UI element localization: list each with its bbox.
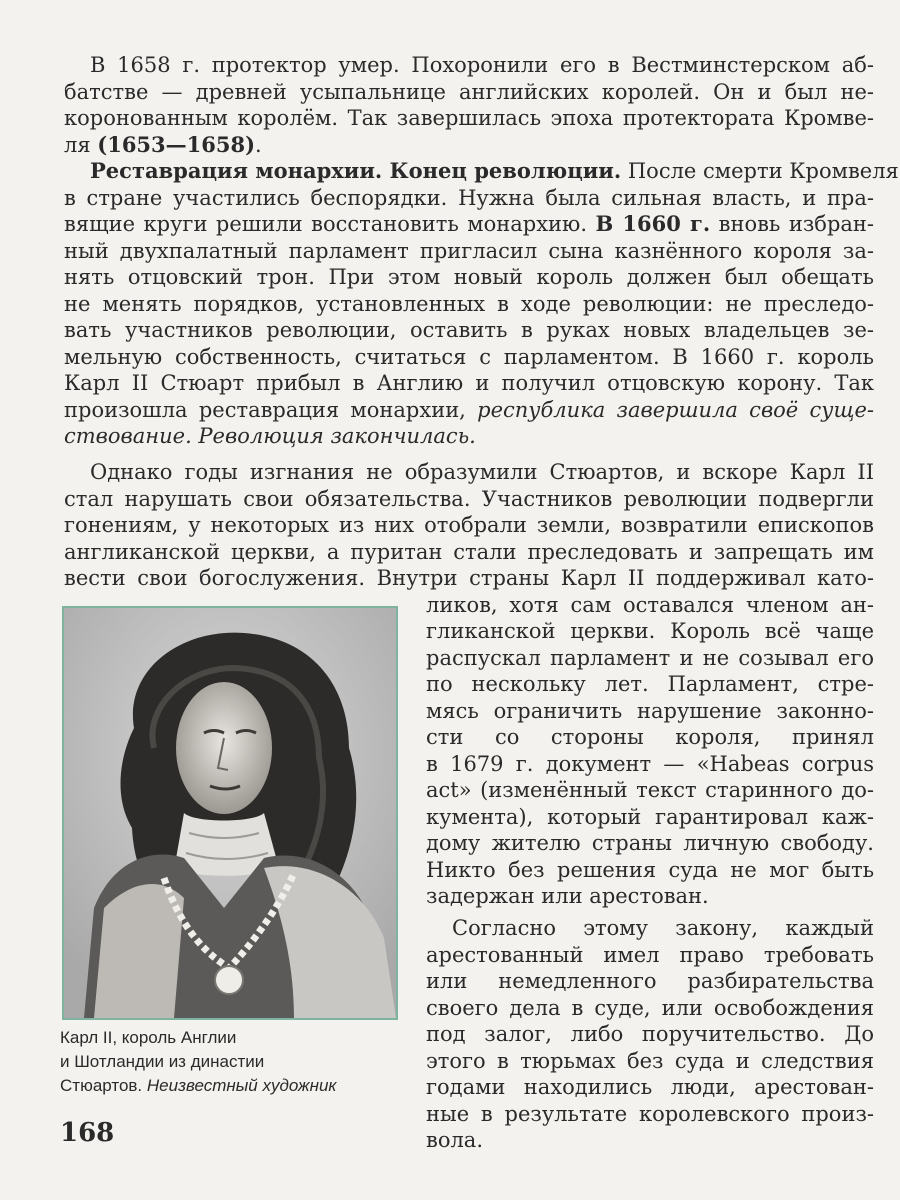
caption-line: и Шотландии из династии bbox=[60, 1052, 265, 1071]
text-line: Карл II Стюарт прибыл в Англию и получил отцовскую корону. Так bbox=[64, 371, 874, 395]
text-line: по нескольку лет. Парламент, стре- bbox=[426, 672, 874, 696]
text-line: под залог, либо поручительство. До bbox=[426, 1022, 874, 1046]
text-line: В 1658 г. протектор умер. Похоронили его в Вестминстерском аб- bbox=[90, 53, 874, 77]
text-line bbox=[64, 423, 874, 450]
text-line: ный двухпалатный парламент пригласил сына казнённого короля за- bbox=[64, 238, 874, 263]
text-line: нять отцовский трон. При этом новый король должен был обещать bbox=[64, 265, 874, 289]
text-line: Никто без решения суда не мог быть bbox=[426, 857, 874, 882]
text-line: вать участников революции, оставить в руках новых владельцев зе- bbox=[64, 318, 874, 342]
text-fragment: После смерти Кромвеля bbox=[621, 159, 899, 183]
text-line: сти со стороны короля, принял bbox=[426, 725, 874, 749]
text-line: стал нарушать свои обязательства. Участников революции подвергли bbox=[64, 486, 874, 511]
text-fragment: вновь избран- bbox=[710, 212, 875, 236]
text-line bbox=[64, 397, 874, 424]
text-line: в 1679 г. документ — «Habeas corpus bbox=[426, 751, 874, 776]
text-line: своего дела в суде, или освобождения bbox=[426, 995, 874, 1020]
text-line: в стране участились беспорядки. Нужна была сильная власть, и пра- bbox=[64, 185, 874, 210]
text-line bbox=[64, 132, 874, 159]
text-line bbox=[90, 158, 899, 185]
text-line: кумента), который гарантировал каж- bbox=[426, 804, 874, 829]
text-line: коронованным королём. Так завершилась эпоха протектората Кромве- bbox=[64, 106, 874, 130]
text-fragment: . bbox=[255, 132, 262, 157]
italic-fragment: ствование. Революция закончилась. bbox=[64, 424, 476, 448]
text-line: act» (изменённый текст старинного до- bbox=[426, 778, 874, 802]
date-bold: В 1660 г. bbox=[595, 211, 711, 236]
text-line: дому жителю страны личную свободу. bbox=[426, 831, 874, 855]
text-line: или немедленного разбирательства bbox=[426, 969, 874, 993]
text-line: мясь ограничить нарушение законно- bbox=[426, 698, 874, 723]
text-line: Однако годы изгнания не образумили Стюартов, и вскоре Карл II bbox=[90, 460, 874, 484]
text-line: вола. bbox=[426, 1128, 484, 1152]
text-line: Согласно этому закону, каждый bbox=[452, 916, 874, 940]
text-line: гликанской церкви. Король всё чаще bbox=[426, 619, 874, 643]
portrait-image bbox=[62, 606, 398, 1020]
text-line: вести свои богослужения. Внутри страны Карл II поддерживал като- bbox=[64, 566, 874, 590]
text-line: гонениям, у некоторых из них отобрали земли, возвратили епископов bbox=[64, 513, 874, 537]
text-line: не менять порядков, установленных в ходе революции: не преследо- bbox=[64, 291, 874, 316]
text-line: ликов, хотя сам оставался членом ан- bbox=[426, 592, 874, 617]
text-fragment: ля bbox=[64, 132, 98, 157]
text-line: мельную собственность, считаться с парламентом. В 1660 г. король bbox=[64, 344, 874, 369]
date-range-bold: (1653—1658) bbox=[97, 131, 256, 157]
caption-line bbox=[60, 1074, 410, 1098]
italic-fragment: республика завершила своё суще- bbox=[477, 397, 874, 422]
portrait-drawing bbox=[64, 608, 396, 1018]
text-line: арестованный имел право требовать bbox=[426, 942, 874, 967]
caption-line: Карл II, король Англии bbox=[60, 1028, 237, 1047]
section-heading: Реставрация монархии. Конец революции. bbox=[90, 158, 622, 183]
text-line: задержан или арестован. bbox=[426, 884, 709, 908]
text-line: этого в тюрьмах без суда и следствия bbox=[426, 1048, 874, 1073]
text-fragment: вящие круги решили восстановить монархию. bbox=[64, 212, 596, 236]
text-line: ные в результате королевского произ- bbox=[426, 1101, 874, 1126]
caption-artist: Неизвестный художник bbox=[146, 1076, 337, 1095]
page-number: 168 bbox=[60, 1118, 115, 1148]
text-line: англиканской церкви, а пуритан стали преследовать и запрещать им bbox=[64, 539, 874, 564]
text-fragment: произошла реставрация монархии, bbox=[64, 397, 478, 422]
text-line: распускал парламент и не созывал его bbox=[426, 645, 874, 670]
text-line: годами находились люди, арестован- bbox=[426, 1075, 874, 1099]
text-line: батстве — древней усыпальнице английских королей. Он и был не- bbox=[64, 79, 874, 104]
text-line bbox=[64, 211, 874, 238]
image-caption bbox=[60, 1026, 410, 1098]
caption-text: Стюартов. bbox=[60, 1076, 147, 1095]
